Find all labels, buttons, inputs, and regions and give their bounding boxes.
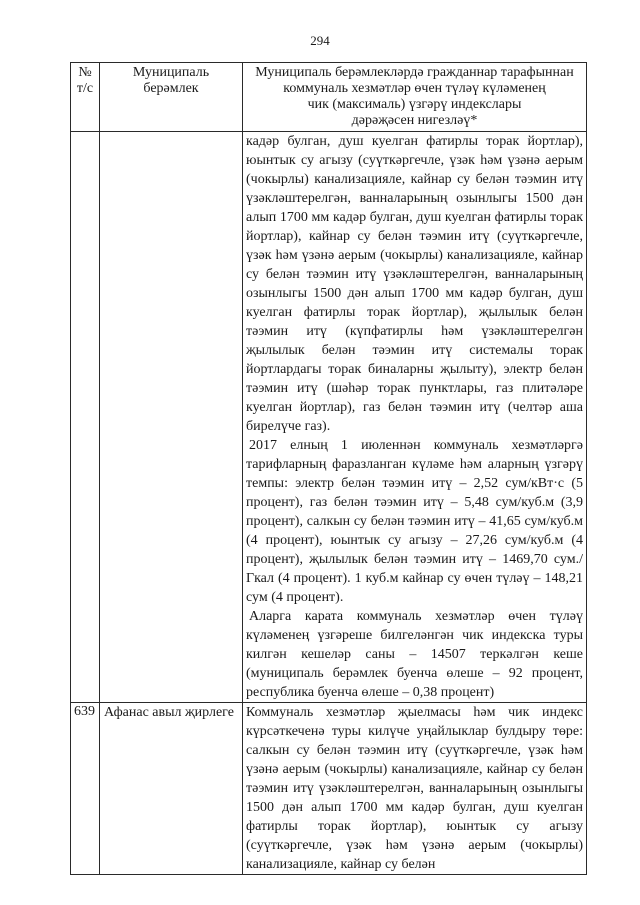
row-number: 639	[71, 703, 100, 875]
row-number	[71, 132, 100, 703]
paragraph: кадәр булган, душ куелган фатирлы торак йортлар), юынтык су агызу (суүткәргечле, үзәк һәм үзәнә аерым (чокырлы) канализацияле, кайнар су белән тәэмин итү үзәкләштерелгән, ванналарының озынлыгы 1500 дән алып 1700 мм кадәр булган, душ куелган фатирлы торак йортлар), кайнар су белән тәэмин итү (суүткәргечле, үзәк һәм үзәнә аерым (чокырлы) канализацияле, кайнар су белән тәэмин итү үзәкләштерелгән, ванналарының озынлыгы 1500 дән алып 1700 мм кадәр булган, душ куелган фатирлы торак йортлар), җылылык белән тәэмин итү (күпфатирлы һәм үзәкләштерелгән җылылык белән тәэмин итү системалы торак йортлардагы торак биналарны җылыту), электр белән тәэмин итү (шәһәр торак пунктлары, газ плитәләре куелган йортлар), газ белән тәэмин итү (челтәр аша бирелүче газ).	[246, 134, 583, 434]
row-justification	[243, 132, 587, 703]
paragraph: Коммуналь хезмәтләр җыелмасы һәм чик индекс күрсәткеченә туры килүче уңайлыклар булдыру төре: салкын су белән тәэмин итү (суүткәргечле, үзәк һәм үзәнә аерым (чокырлы) канализацияле, кайнар су белән тәэмин итү үзәкләштерелгән, ванналарының озынлыгы 1500 дән алып 1700 мм кадәр булган, душ куелган фатирлы торак йортлар), юынтык су агызу (суүткәргечле, үзәк һәм үзәнә аерым (чокырлы) канализацияле, кайнар су белән	[246, 705, 583, 872]
table-row	[71, 703, 587, 875]
row-justification	[243, 703, 587, 875]
row-municipality	[100, 132, 243, 703]
row-municipality: Афанас авыл җирлеге	[100, 703, 243, 875]
table-header-row	[71, 63, 587, 132]
header-number: № т/с	[71, 63, 100, 132]
municipal-index-table	[70, 62, 587, 875]
paragraph: 2017 елның 1 июленнән коммуналь хезмәтләргә тарифларның фаразланган күләме һәм аларның үзгәрү темпы: электр белән тәэмин итү – 2,52 сум/кВт·с (5 процент), газ белән тәэмин итү – 5,48 сум/куб.м (3,9 процент), салкын су белән тәэмин итү – 41,65 сум/куб.м (4 процент), юынтык су агызу – 27,26 сум/куб.м (4 процент), җылылык белән тәэмин итү – 1469,70 сум./Гкал (4 процент). 1 куб.м кайнар су өчен түләү – 148,21 сум (4 процент).	[246, 438, 583, 605]
page-number: 294	[310, 33, 330, 48]
header-municipality: Муниципаль берәмлек	[100, 63, 243, 132]
paragraph: Аларга карата коммуналь хезмәтләр өчен түләү күләменең үзгәреше билгеләнгән чик индекска туры килгән кешеләр саны – 14507 теркәлгән кеше (муниципаль берәмлек буенча өлеше – 92 процент, республика буенча өлеше – 0,38 процент)	[246, 609, 583, 700]
header-justification: Муниципаль берәмлекләрдә гражданнар тарафыннан коммуналь хезмәтләр өчен түләү күләменең чик (максималь) үзгәрү индекслары дәрәҗәсен нигезләү*	[243, 63, 587, 132]
table-row	[71, 132, 587, 703]
